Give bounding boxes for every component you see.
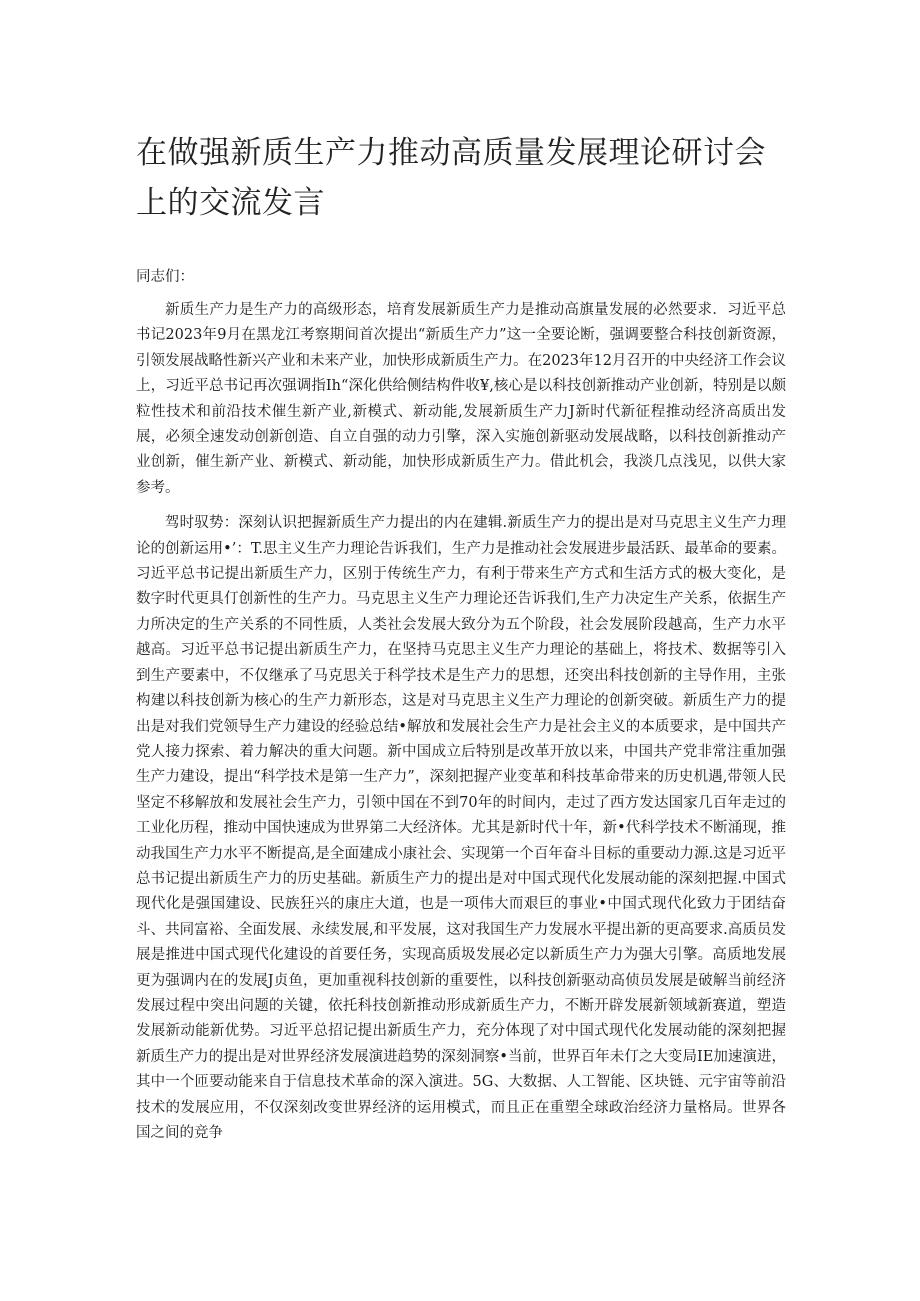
document-page (136, 128, 786, 1156)
paragraph-intro: 新质生产力是生产力的高级形态，培育发展新质生产力是推动高旗量发展的必然要求．习近平总书记2023年9月在黑龙江考察期间首次提出“新质生产力”这一全要论断，强调要整合科技创新资源，引领发展战略性新兴产业和未来产业，加快形成新质生产力。在2023年12月召开的中央经济工作会议上，习近平总书记再次强调指Ih“深化供给侧结构件收¥,核心是以科技创新推动产业创新，特别是以颇粒性技术和前沿技术催生新产业,新模式、新动能,发展新质生产力J新时代新征程推动经济高质出发展，必须全速发动创新创造、自立自强的动力引擎，深入实施创新驱动发展战略，以科技创新推动产业创新，催生新产业、新模式、新动能，加快形成新质生产力。借此机会，我淡几点浅见，以供大家参考。 (136, 302, 786, 496)
salutation: 同志们： (136, 269, 194, 285)
paragraph-body: 驾时驭势：深刻认识把握新质生产力提出的内在建辑.新质生产力的提出是对马克思主义生产力理论的创新运用•’：T.思主义生产力理论告诉我们，生产力是推动社会发展进步最活跃、最革命的要素。习近平总书记提出新质生产力，区别于传统生产力，有利于带来生产方式和生活方式的极大变化，是数字时代更具仃创新性的生产力。马克思主义生产力理论还告诉我们,生产力决定生产关系，依据生产力所决定的生产关系的不同性质，人类社会发展大致分为五个阶段，社会发展阶段越高，生产力水平越高。习近平总书记提出新质生产力，在坚持马克思主义生产力理论的基础上，将技术、数据等引入到生产要素中，不仅继承了马克思关于科学技术是生产力的思想，还突出科技创新的主导作用，主张构建以科技创新为核心的生产力新形态，这是对马克思主义生产力理论的创新突破。新质生产力的提出是对我们党领导生产力建设的经验总结•解放和发展社会生产力是社会主义的本质要求，是中国共产党人接力探索、着力解决的重大问题。新中国成立后特别是改革开放以来，中国共产党非常注重加强生产力建设，提出“科学技术是第一生产力”，深刻把握产业变革和科技革命带来的历史机遇,带领人民坚定不移解放和发展社会生产力，引领中国在不到70年的时间内，走过了西方发达国家几百年走过的工业化历程，推动中国快速成为世界第二大经济体。尤其是新时代十年，新•代科学技术不断涌现，推动我国生产力水平不断提高,是全面建成小康社会、实现第一个百年奋斗目标的重要动力源.这是习近平总书记提出新质生产力的历史基础。新质生产力的提出是对中国式现代化发展动能的深刻把握.中国式现代化是强国建设、民族狂兴的康庄大道，也是一项伟大而艰巨的事业•中国式现代化致力于团结奋斗、共同富裕、全面发展、永续发展,和平发展，这对我国生产力发展水平提出新的更高要求.高质员发展是推进中国式现代化建设的首要任务，实现高质圾发展必定以新质生产力为强大引擎。高质地发展更为强调内在的发展J贞鱼，更加重视科技创新的重要性，以科技创新驱动高侦员发展是破解当前经济发展过程中突出问题的关键，依托科技创新推动形成新质生产力，不断开辟发展新领域新赛道，塑造发展新动能新优势。习近平总招记提出新质生产力，充分体现了对中国式现代化发展动能的深刻把握新质生产力的提出是对世界经济发展演进趋势的深刻洞察•当前，世界百年未仃之大变局IE加速演进，其中一个匝要动能来自于信息技术革命的深入演进。5G、大数据、人工智能、区块链、元宇宙等前沿技术的发展应用，不仅深刻改变世界经济的运用模式，而且正在重塑全球政治经济力量格局。世界各国之间的竞争 (136, 515, 786, 1141)
document-title: 在做强新质生产力推动高质量发展理论研讨会上的交流发言 (136, 135, 766, 221)
